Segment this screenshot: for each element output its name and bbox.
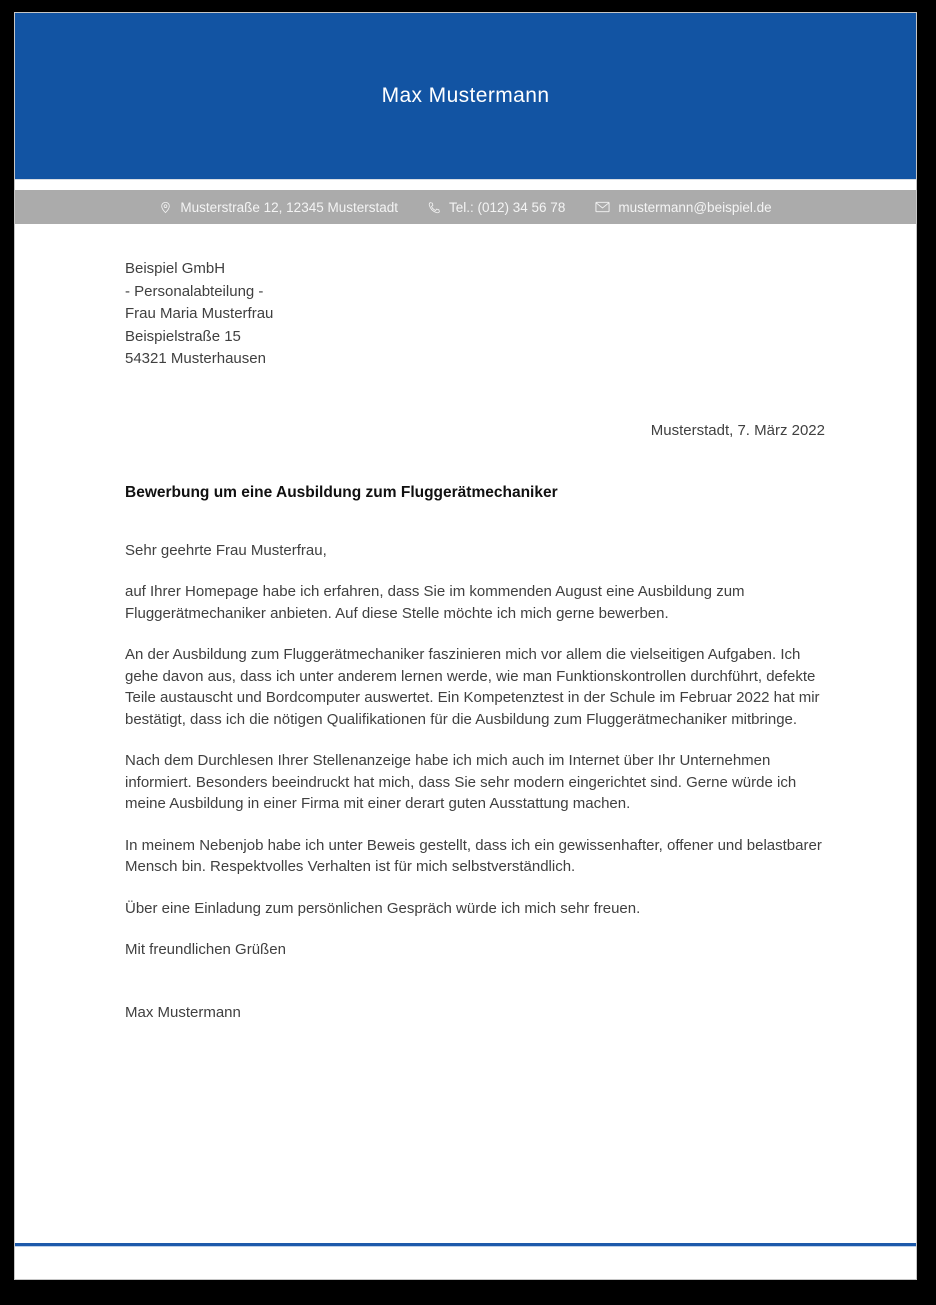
recipient-contact-person: Frau Maria Musterfrau xyxy=(125,305,274,322)
recipient-department: - Personalabteilung - xyxy=(125,282,264,300)
letter-page xyxy=(14,12,917,1280)
letter-body-area xyxy=(15,224,916,1023)
phone-icon xyxy=(428,201,441,214)
subject-line: Bewerbung um eine Ausbildung zum Fluggerätmechaniker xyxy=(125,483,558,501)
footer-divider-line xyxy=(15,1243,916,1247)
sender-name-title: Max Mustermann xyxy=(381,84,550,107)
place-and-date: Musterstadt, 7. März 2022 xyxy=(650,421,825,439)
contact-info-bar xyxy=(15,190,916,224)
body-paragraph: In meinem Nebenjob habe ich unter Beweis gestellt, dass ich ein gewissenhafter, offener und belastbarer Mensch bin. Respektvolles Verhalten ist für mich selbstverständlich. xyxy=(125,836,822,875)
recipient-city: 54321 Musterhausen xyxy=(125,350,266,367)
recipient-address-block xyxy=(125,258,825,371)
body-paragraph: Über eine Einladung zum persönlichen Gespräch würde ich mich sehr freuen. xyxy=(125,899,641,917)
salutation: Sehr geehrte Frau Musterfrau, xyxy=(125,541,327,559)
body-paragraph: auf Ihrer Homepage habe ich erfahren, dass Sie im kommenden August eine Ausbildung zum Fluggerätmechaniker anbieten. Auf diese Stelle möchte ich mich gerne bewerben. xyxy=(125,583,745,622)
contact-email-text: mustermann@beispiel.de xyxy=(618,199,772,215)
location-pin-icon xyxy=(159,200,172,215)
recipient-street: Beispielstraße 15 xyxy=(125,327,241,345)
body-paragraph: An der Ausbildung zum Fluggerätmechaniker faszinieren mich vor allem die vielseitigen Aufgaben. Ich gehe davon aus, dass ich unter anderem lernen werde, wie man Funktionskontrollen durchführt, defekte Teile austauscht und Bordcomputer auswertet. Ein Kompetenztest in der Schule im Februar 2022 hat mir bestätigt, dass ich die nötigen Qualifikationen für die Ausbildung zum Fluggerätmechaniker mitbringe. xyxy=(125,646,820,728)
contact-phone-text: Tel.: (012) 34 56 78 xyxy=(449,199,566,215)
contact-address xyxy=(159,200,398,215)
envelope-icon xyxy=(595,201,610,213)
body-paragraph: Nach dem Durchlesen Ihrer Stellenanzeige habe ich mich auch im Internet über Ihr Unternehmen informiert. Besonders beeindruckt hat mich, dass Sie sehr modern eingerichtet sind. Gerne würde ich meine Ausbildung in einer Firma mit einer derart guten Ausstattung machen. xyxy=(125,752,797,812)
signature-name: Max Mustermann xyxy=(125,1003,241,1021)
contact-phone xyxy=(428,200,565,215)
contact-email xyxy=(595,200,771,215)
recipient-company: Beispiel GmbH xyxy=(125,260,226,277)
letter-header-band xyxy=(15,13,916,180)
contact-address-text: Musterstraße 12, 12345 Musterstadt xyxy=(180,199,398,215)
closing-formula: Mit freundlichen Grüßen xyxy=(125,941,286,958)
